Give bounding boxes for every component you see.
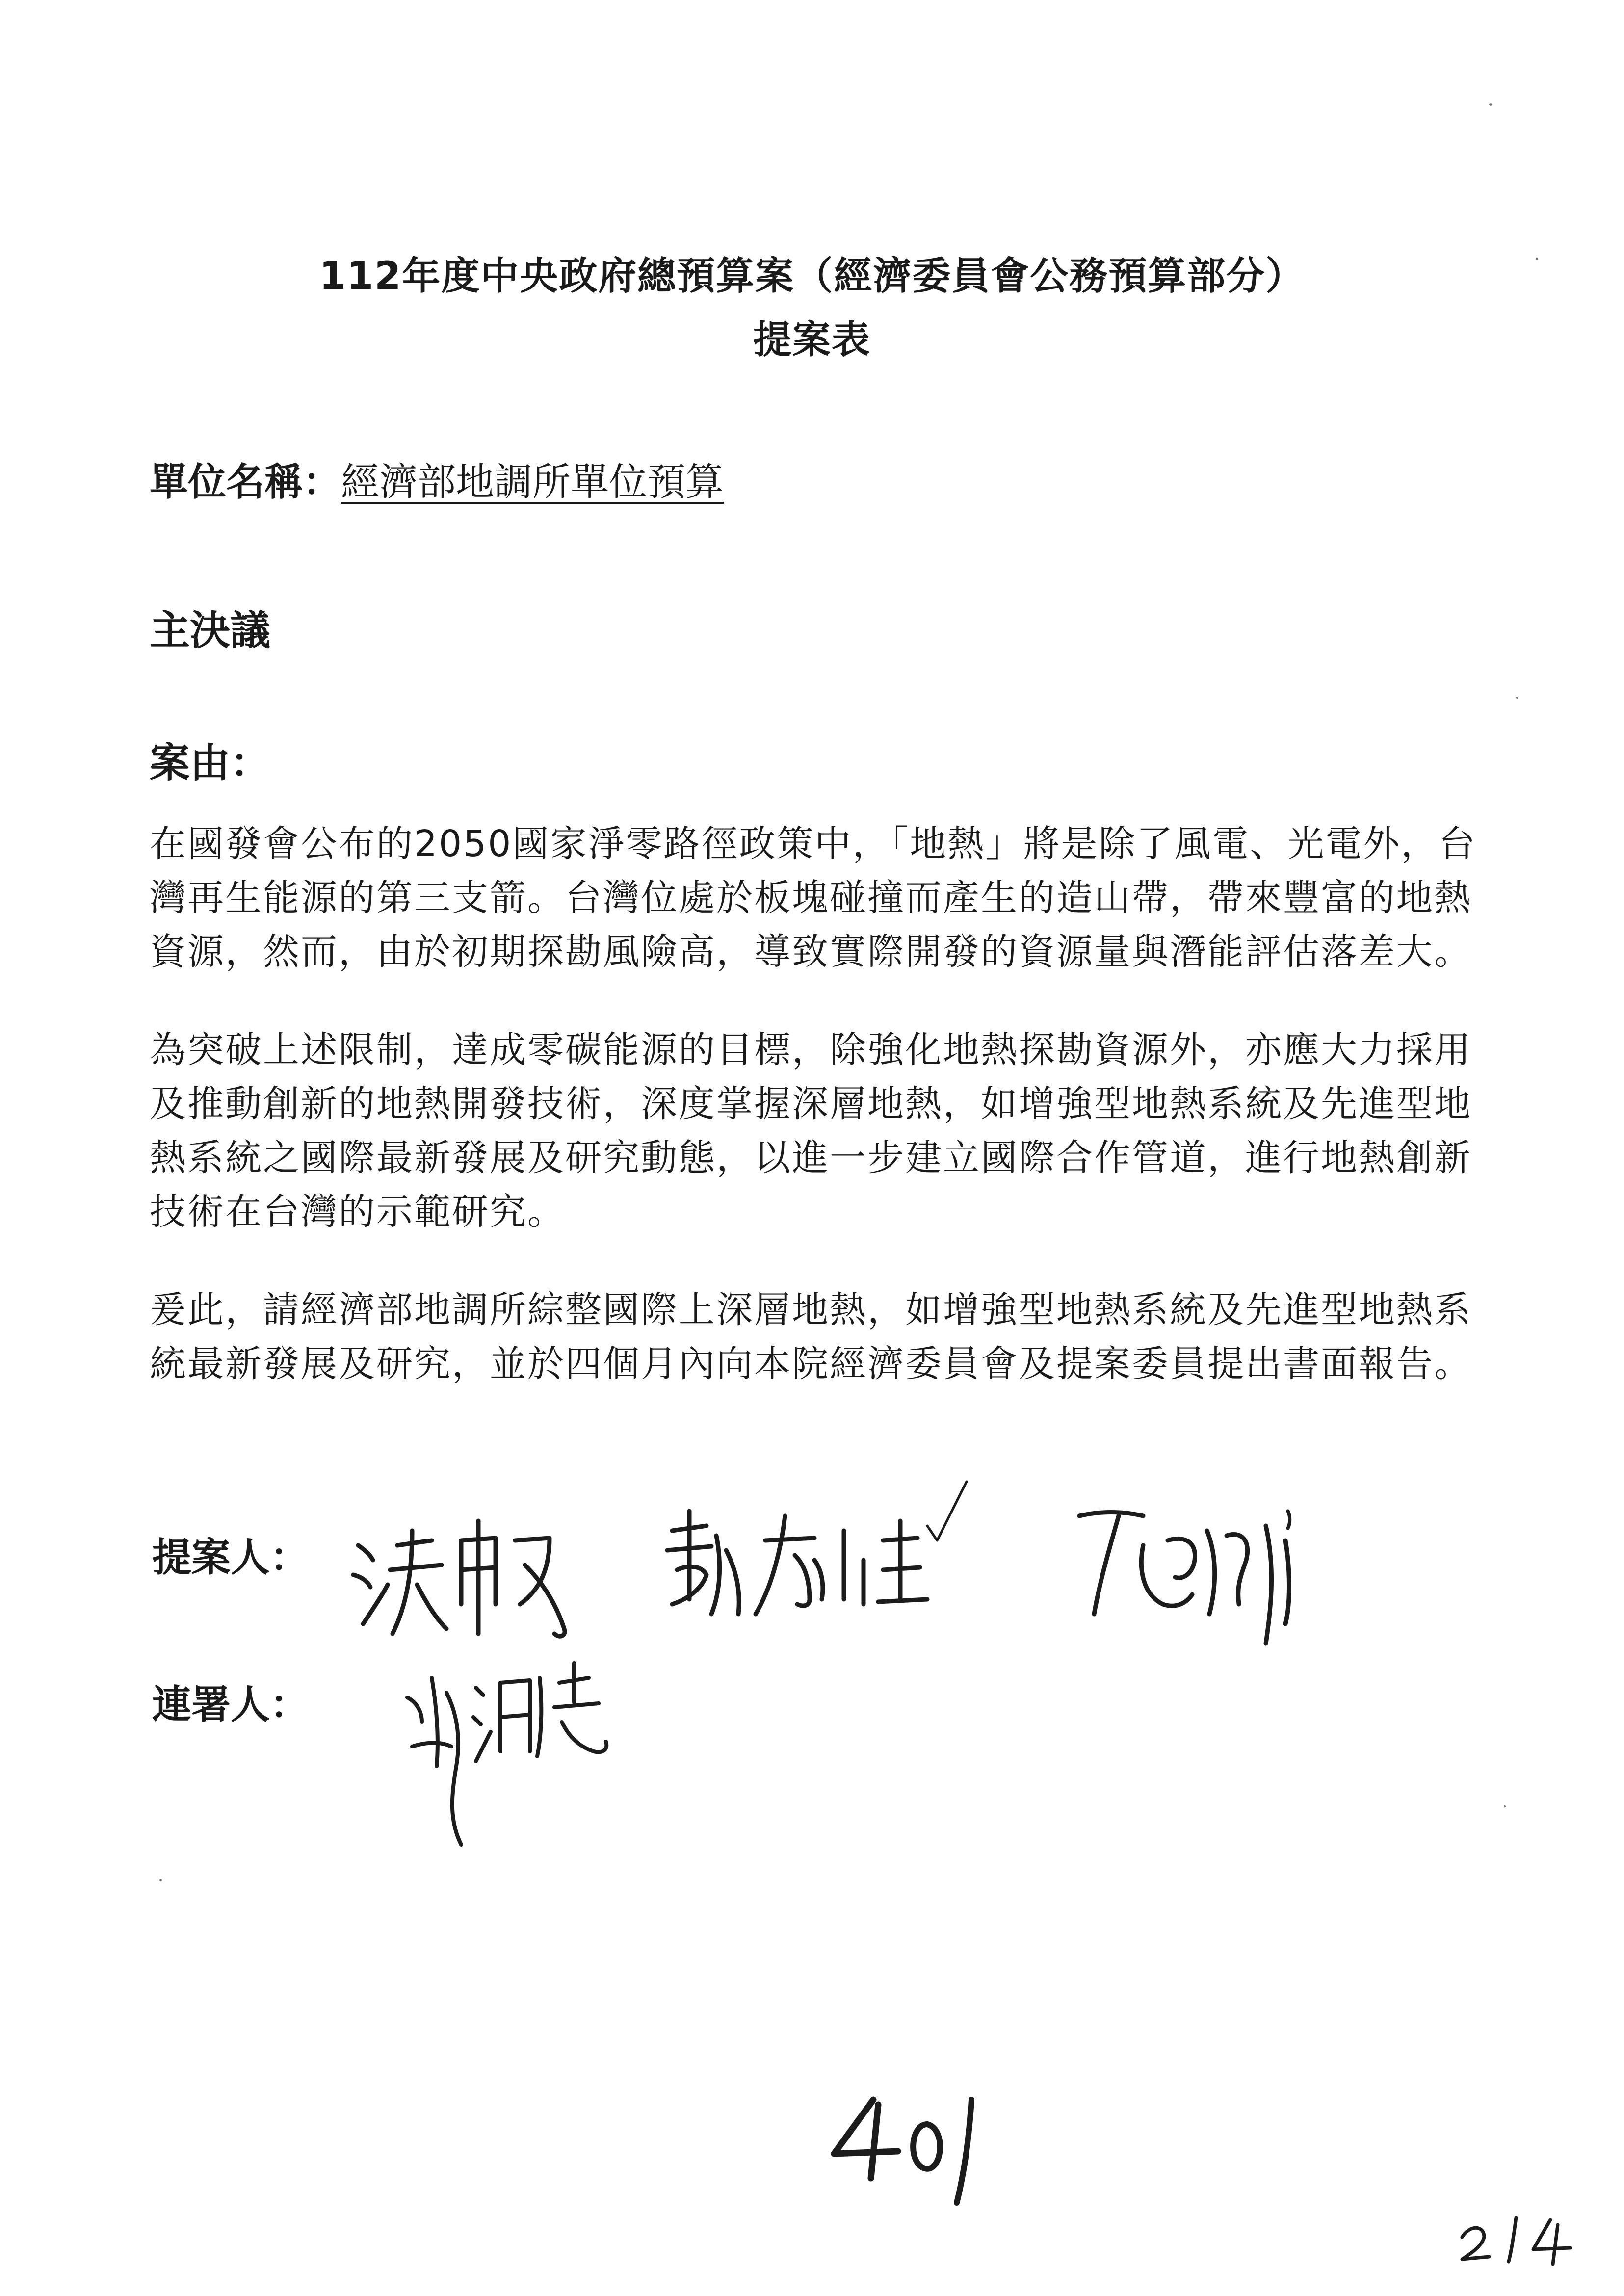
reason-paragraph-1 — [150, 817, 1504, 979]
scan-speck — [1504, 1805, 1506, 1807]
paragraph-line: 資源，然而，由於初期探勘風險高，導致實際開發的資源量與潛能評估落差大。 — [150, 931, 1472, 973]
paragraph-line: 技術在台灣的示範研究。 — [150, 1191, 565, 1233]
proposer-signature-2 — [653, 1501, 957, 1639]
document-title: 112年度中央政府總預算案（經濟委員會公務預算部分） — [319, 254, 1305, 298]
paragraph-line: 統最新發展及研究，並於四個月內向本院經濟委員會及提案委員提出書面報告。 — [150, 1343, 1472, 1385]
unit-name-row — [150, 451, 724, 506]
scan-speck — [1516, 697, 1518, 699]
proposer-signature-3 — [1070, 1496, 1344, 1663]
paragraph-line: 及推動創新的地熱開發技術，深度掌握深層地熱，如增強型地熱系統及先進型地 — [150, 1083, 1472, 1125]
paragraph-line: 為突破上述限制，達成零碳能源的目標，除強化地熱探勘資源外，亦應大力採用 — [150, 1029, 1472, 1071]
reason-paragraph-3 — [150, 1283, 1504, 1391]
paragraph-line: 熱系統之國際最新發展及研究動態，以進一步建立國際合作管道，進行地熱創新 — [150, 1137, 1472, 1179]
reason-paragraph-2 — [150, 1023, 1504, 1239]
paragraph-line: 灣再生能源的第三支箭。台灣位處於板塊碰撞而產生的造山帶，帶來豐富的地熱 — [150, 877, 1472, 919]
scan-speck — [1489, 103, 1492, 106]
cosigner-signature — [393, 1648, 648, 1864]
unit-name-value: 經濟部地調所單位預算 — [341, 460, 724, 504]
paragraph-line: 爰此，請經濟部地調所綜整國際上深層地熱，如增強型地熱系統及先進型地熱系 — [150, 1289, 1472, 1331]
main-resolution-heading: 主決議 — [150, 607, 271, 654]
scan-speck — [1536, 258, 1538, 260]
reason-heading: 案由： — [150, 740, 271, 786]
handwritten-page-number — [824, 2095, 1001, 2208]
handwritten-corner-page-number — [1452, 2213, 1599, 2267]
scan-speck — [159, 1879, 162, 1881]
paragraph-line: 在國發會公布的2050國家淨零路徑政策中，「地熱」將是除了風電、光電外，台 — [150, 823, 1477, 865]
proposer-signature-1 — [343, 1511, 579, 1648]
cosigner-label: 連署人： — [152, 1682, 309, 1727]
unit-name-label: 單位名稱： — [150, 460, 341, 504]
proposer-label: 提案人： — [152, 1535, 309, 1580]
document-subtitle: 提案表 — [753, 318, 871, 362]
